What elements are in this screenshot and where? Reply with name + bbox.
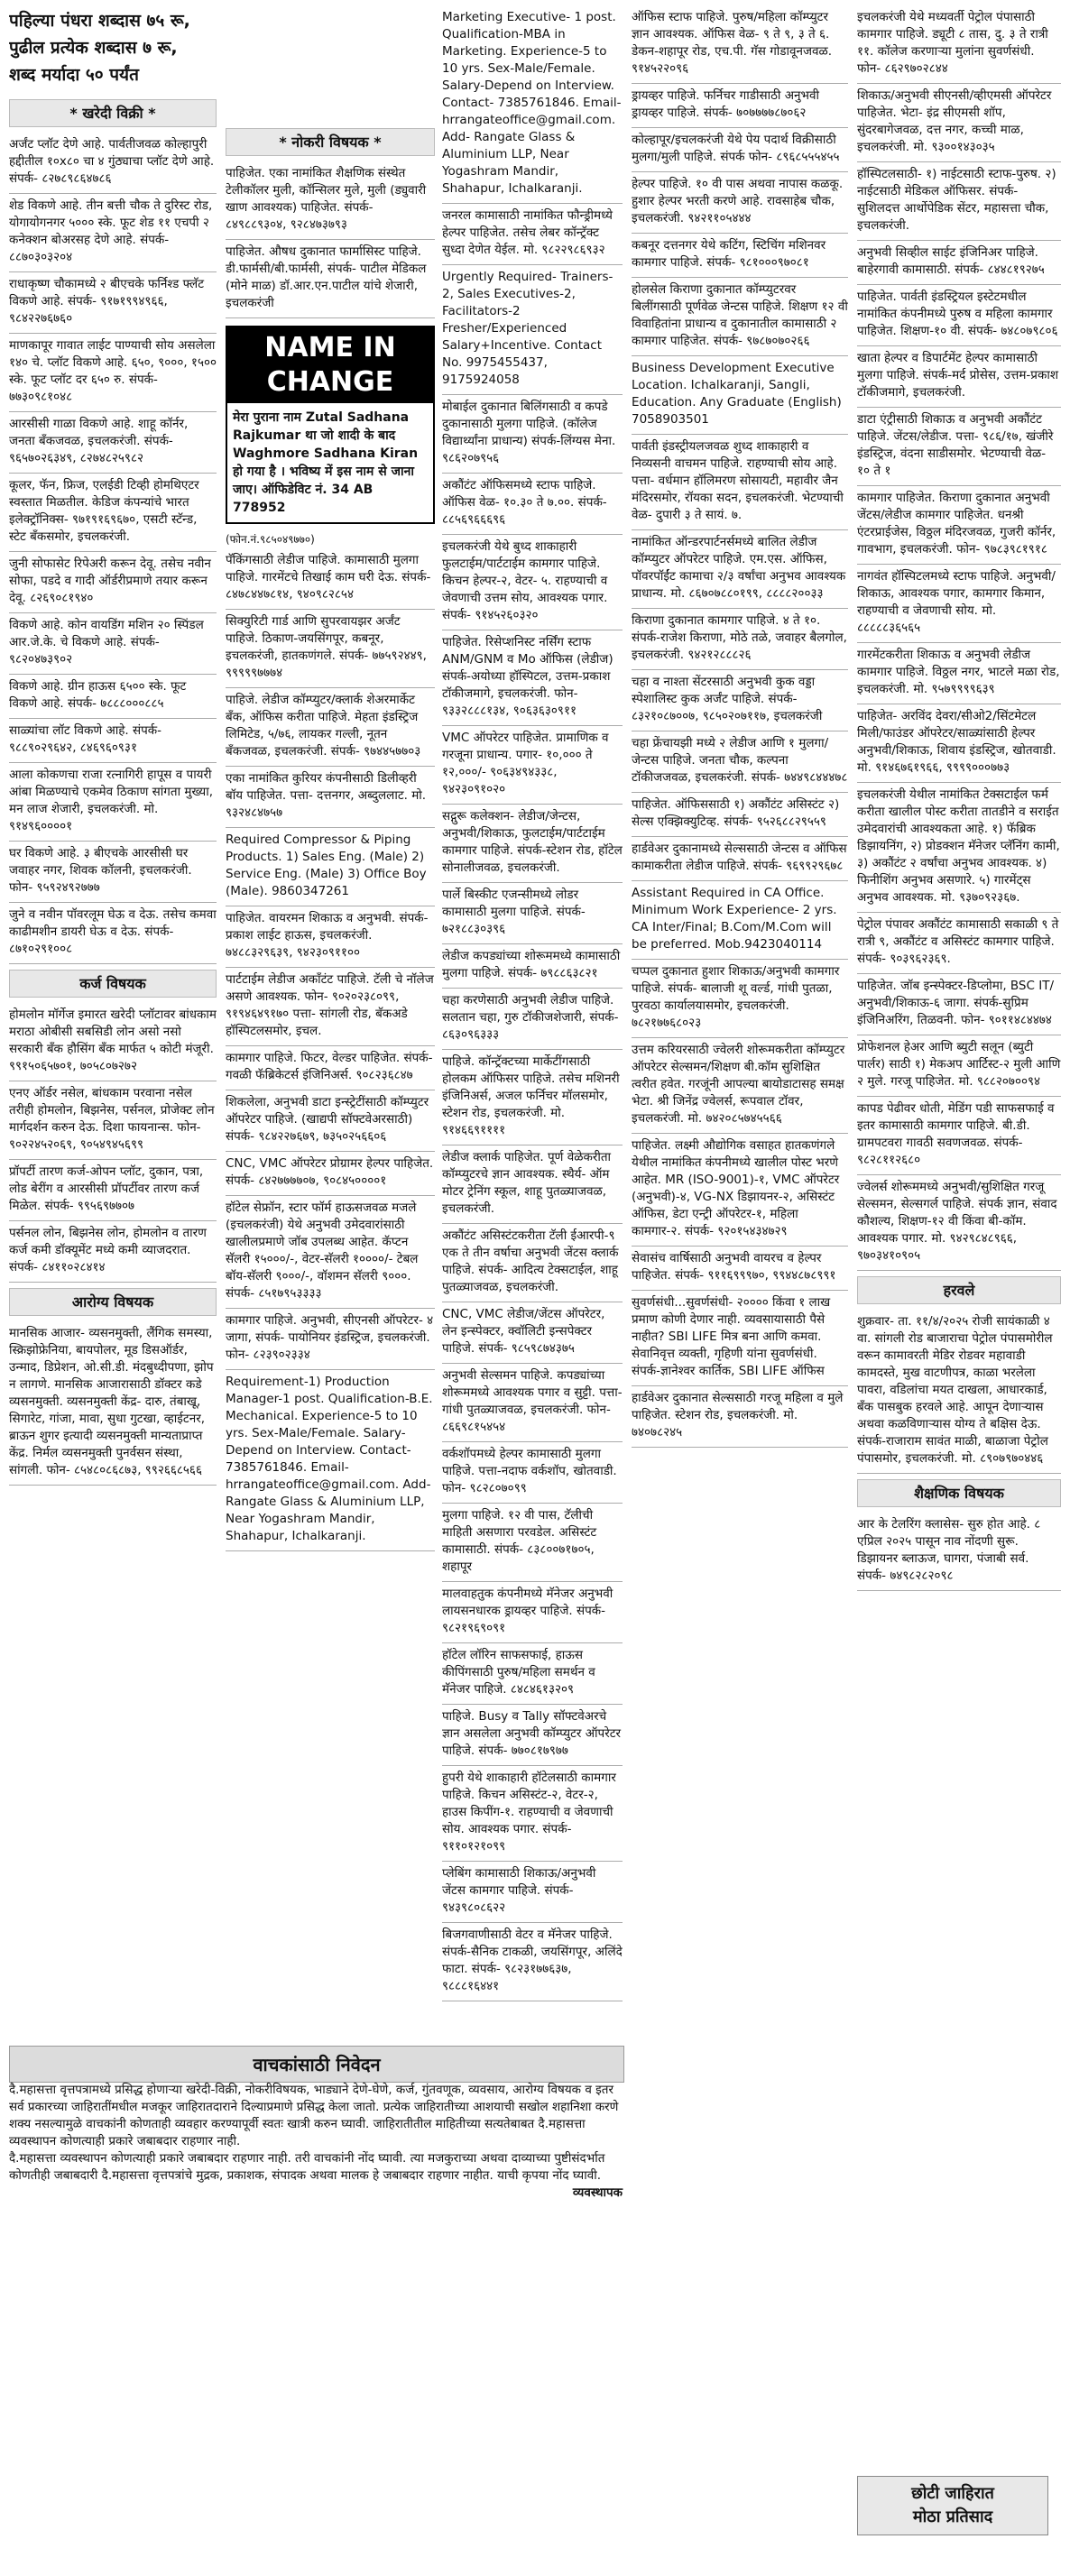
- column-5: [857, 5, 1061, 2468]
- classified-ad: पाहिजेत. रिसेप्शनिस्ट नर्सिंग स्टाफ ANM/GNM व Mo ऑफिस (लेडीज) संपर्क-अयोध्या हॉस्पिटल, उत्तम-प्रकाश टॉकीजमागे, इचलकरंजी. फोन- ९३३२८८८१३४, ९०६३६३०९११: [442, 630, 623, 726]
- classified-ad: चहा करणेसाठी अनुभवी लेडीज पाहिजे. सलतान चहा, गुरु टॉकीजशेजारी, संपर्क- ८६३०९६३३३: [442, 989, 623, 1050]
- classified-ad: शुक्रवार- ता. ११/४/२०२५ रोजी सायंकाळी ४ वा. सांगली रोड बाजाराचा पेट्रोल पंपासमोरील वरून कामावरती मेडिर रोडवर महावाडी कामदस्ते, मुख वाटणीपत्र, काळा भरलेला पावरा, वडिलांचा मयत दाखला, आधारकार्ड, बँक पासबुक हरवले आहे. आपून देणाऱ्यास अथवा कळविणाऱ्यास योग्य ते बक्षिस देऊ. संपर्क-राजाराम सावंत माळी, बाळाजा पेट्रोल पंपासमोर, इचलकरंजी. मो. ८९०७९७०४४६: [857, 1310, 1061, 1474]
- classified-ad: पाहिजेत. लक्ष्मी औद्योगिक वसाहत हातकणंगले येथील नामांकित कंपनीमध्ये खालील पोस्ट भरणे आहेत. MR (ISO-9001)-१, VMC ऑपरेटर (अनुभवी)-४, VG-NX डिझायनर-२, असिस्टंट ऑफिस, डेटा एन्ट्री ऑपरेटर-१, महिला कामगार-२. संपर्क- ९२०१५४३४७२९: [632, 1134, 848, 1247]
- classified-ad: अर्जंट प्लॉट देणे आहे. पार्वतीजवळ कोल्हापुरी हद्दीतील १०x८० चा ४ गुंठ्याचा प्लॉट देणे आहे. संपर्क- ८२७८९८६४७८६: [9, 133, 217, 194]
- classified-ad: इचलकरंजी येथील नामांकित टेक्सटाईल फर्म करीता खालील पोस्ट करीता तातडीने व सराईत उमेदवारांची आवश्यकता आहे. १) फॅब्रिक डिझायनिंग, २) प्रोडक्शन मॅनेजर प्लॅनिंग कामी, ३) अकौंटंट २ वर्षांचा अनुभव आवश्यक. ४) फिनीशिंग अनुभव असणारे. ५) गारमेंट्स अनुभव आवश्यक. मो. ९३७०९२३६७.: [857, 783, 1061, 913]
- classified-ad: पाहिजे. लेडीज कॉम्प्युटर/क्लार्क शेअरमार्केट बँक, ऑफिस करीता पाहिजे. मेहता इंडस्ट्रिज लिमिटेड, ५/७६, लायकर गल्ली, नूतन बँकजवळ, इचलकरंजी. संपर्क- ९७४४५७७०३: [226, 688, 435, 767]
- classified-ad: सुवर्णसंधी...सुवर्णसंधी- २०००० किंवा १ लाख प्रमाण कोणी देणार नाही. व्यवसायासाठी पैसे नाहीत? SBI LIFE मित्र बना आणि कमवा. सेवानिवृत्त व्यक्ती, गृहिणी यांना सुवर्णसंधी. संपर्क-ज्ञानेश्वर कार्तिक, SBI LIFE ऑफिस: [632, 1291, 848, 1386]
- reader-notice-signature: व्यवस्थापक: [572, 2185, 623, 2200]
- loan-ads: [9, 1003, 217, 1283]
- classified-ad: घर विकणे आहे. ३ बीएचके आरसीसी घर जवाहर नगर, शिवक कॉलनी, इचलकरंजी. फोन- ९५९२४९२७७७: [9, 842, 217, 903]
- classified-ad: हार्डवेअर दुकानामध्ये सेल्ससाठी जेन्टस व ऑफिस कामाकरीता लेडीज पाहिजे. संपर्क- ९६९९२९६७८: [632, 837, 848, 881]
- classified-ad: पार्ले बिस्कीट एजन्सीमध्ये लोडर कामासाठी मुलगा पाहिजे. संपर्क- ७२१८८३०३९६: [442, 883, 623, 944]
- tagline-line-2: मोठा प्रतिसाद: [912, 2507, 993, 2526]
- classified-ad: लेडीज क्लार्क पाहिजेत. पूर्ण वेळेकरीता कॉम्प्युटरचे ज्ञान आवश्यक. स्थैर्य- ऑम मोटर ट्रेनिंग स्कूल, शाहू पुतळ्याजवळ, इचलकरंजी.: [442, 1145, 623, 1224]
- classified-ad: जुने व नवीन पॉवरलूम घेऊ व देऊ. तसेच कमवा काढीमशीन डायरी घेऊ व देऊ. संपर्क- ८७१०२९१००८: [9, 903, 217, 964]
- classified-ad: पाहिजेत. ऑफिससाठी १) अकौंटंट असिस्टंट २) सेल्स एक्झिक्युटिव्ह. संपर्क- ९५२६८८२९५५९: [632, 793, 848, 837]
- lost-ads: [857, 1310, 1061, 1474]
- column-5-ads: [857, 5, 1061, 1271]
- column-4: [632, 5, 848, 2567]
- classified-ad: हुपरी येथे शाकाहारी हॉटेलसाठी कामगार पाहिजे. किचन असिस्टंट-२, वेटर-२, हाउस किपींग-१. राहण्याची व जेवणाची सोय. आवश्यक पगार. संपर्क- ९११०१२१०९९: [442, 1766, 623, 1862]
- classified-ad: इचलकरंजी येथे मध्यवर्ती पेट्रोल पंपासाठी कामगार पाहिजे. ड्यूटी ८ तास, दु. ३ ते रात्री ११. कॉलेज करणाऱ्या मुलांना सुवर्णसंधी. फोन- ८६२९७०२८४४: [857, 5, 1061, 84]
- classified-ad: हॉटेल लॉरिन साफसफाई, हाऊस कीपिंगसाठी पुरुष/महिला समर्थन व मॅनेजर पाहिजे. ८४८४६१३२०९: [442, 1643, 623, 1705]
- classified-ad: होलसेल किराणा दुकानात कॉम्प्युटरवर बिलींगसाठी पूर्णवेळ जेन्टस पाहिजे. शिक्षण १२ वी विवाहितांना प्राधान्य व दुकानातील कामासाठी २ कामगार पाहिजेत. संपर्क- ९७८७०७०२६६: [632, 278, 848, 356]
- classified-ad: पाहिजे. कॉन्ट्रॅक्टच्या मार्केटींगसाठी होलकम ऑफिसर पाहिजे. तसेच मशिनरी इंजिनिअर्स, अजल फर्निचर मॉलसमोर, स्टेशन रोड, इचलकरंजी. मो. ९१४६६९११११: [442, 1050, 623, 1145]
- classified-ad: VMC ऑपरेटर पाहिजेत. प्रामाणिक व गरजूना प्राधान्य. पगार- १०,००० ते १२,०००/- ९०६३४९४३३८, ९४२३०९१०२०: [442, 726, 623, 805]
- classified-ad: पार्वती इंडस्ट्रीयलजवळ शुध्द शाकाहारी व निव्यसनी वाचमन पाहिजे. राहण्याची सोय आहे. पत्ता- वर्धमान हॉलिमरण सोसायटी, महावीर जैन मंदिरसमोर, रॉयका सदन, इचलकरंजी. भेटण्याची वेळ- दुपारी ३ ते सायं. ७.: [632, 435, 848, 530]
- classified-ad: प्लेबिंग कामासाठी शिकाऊ/अनुभवी जेंटस कामगार पाहिजे. संपर्क- ९४३९८०८६२२: [442, 1862, 623, 1923]
- tagline-line-1: छोटी जाहिरात: [911, 2484, 994, 2503]
- name-change-title: NAME IN CHANGE: [227, 327, 433, 403]
- classified-ad: पॅकिंगसाठी लेडीज पाहिजे. कामासाठी मुलगा पाहिजे. गारमेंटचे तिखाई काम घरी देऊ. संपर्क- ८४७८४४७८१४, ९४०९८२८५४: [226, 548, 435, 610]
- classified-ad: ज्वेलर्स शोरूममध्ये अनुभवी/सुशिक्षित गरजू सेल्समन, सेल्सगर्ल पाहिजे. संपर्क ज्ञान, संवाद कौशल्य, शिक्षण-१२ वी किंवा बी-कॉम. आवश्यक पगार. मो. ९४२९८४८९६६, ९७०३४१०९०५: [857, 1175, 1061, 1271]
- rate-line-1: पहिल्या पंधरा शब्दास ७५ रू,: [9, 11, 190, 31]
- classified-ad: CNC, VMC लेडीज/जेंटस ऑपरेटर, लेन इन्स्पेक्टर, क्वॉलिटी इन्सपेक्टर पाहिजे. संपर्क- ९८५९८७४३७५: [442, 1302, 623, 1364]
- classified-ad: आला कोकणचा राजा रत्नागिरी हापूस व पायरी आंबा मिळण्याचे एकमेव ठिकाण सांगता मुख्या, मन लाज शेजारी, इचलकरंजी. मो. ९१४९६००००१: [9, 763, 217, 842]
- classified-ad: चहा व नाश्ता सेंटरसाठी अनुभवी कुक वड्डा स्पेशालिस्ट कुक अर्जंट पाहिजे. संपर्क- ८३२१०८७००७, ९८५०२०७११७, इचलकरंजी: [632, 670, 848, 731]
- classified-ad: गारमेंटकरीता शिकाऊ व अनुभवी लेडीज कामगार पाहिजे. विठ्ठल नगर, भाटले मळा रोड, इचलकरंजी. मो. ९५७९९९९६३९: [857, 643, 1061, 704]
- reader-notice-title: वाचकांसाठी निवेदन: [9, 2046, 624, 2083]
- classified-ad: हेल्पर पाहिजे. १० वी पास अथवा नापास कळकू. हुशार हेल्पर भरती करणे आहे. रावसाहेब चौक, इचलकरंजी. ९४२११०५४४४: [632, 172, 848, 234]
- tagline-box: [857, 2476, 1048, 2535]
- classified-ad: पाहिजेत. वायरमन शिकाऊ व अनुभवी. संपर्क- प्रकाश लाईट हाऊस, इचलकरंजी. ७४८८३२९६३९, ९४२३०९११००: [226, 906, 435, 968]
- job-ads-more: [226, 548, 435, 1551]
- classified-ad: डाटा एंट्रीसाठी शिकाऊ व अनुभवी अकौंटंट पाहिजे. जेंटस/लेडीज. पत्ता- ९८६/१७, खंजीरे इंडस्ट्रिज, वंदना साडीसमोर. भेटण्याची वेळ- १० ते १: [857, 408, 1061, 486]
- column-2: [226, 123, 435, 2035]
- classified-ad: शिकाऊ/अनुभवी सीएनसी/व्हीएमसी ऑपरेटर पाहिजेत. भेटा- इंद्र सीएमसी शॉप, सुंदरबागेजवळ, दत्त नगर, कच्ची माळ, इचलकरंजी. मो. ९३००१४३०३५: [857, 84, 1061, 162]
- column-4-ads: [632, 5, 848, 1448]
- rate-line-3: शब्द मर्यादा ५० पर्यंत: [9, 65, 139, 85]
- classified-ad: हॉटेल सेफ्रॉन, स्टार फॉर्म हाऊसजवळ मजले (इचलकरंजी) येथे अनुभवी उमेदवारांसाठी खालीलप्रमाणे जॉब उपलब्ध आहेत. कॅप्टन सॅलरी १५०००/-, वेटर-सॅलरी १००००/- टेबल बॉय-सॅलरी ९०००/-, वॉशमन सॅलरी ९०००. संपर्क- ८५१७९५३३३३: [226, 1196, 435, 1309]
- classified-ad: पाहिजेत- अरविंद देवरा/सीओ2/सिंटमेटल मिली/फाउंडर ऑपरेटर/साळ्यांसाठी हेल्पर अनुभवी/शिकाऊ, शिवाय इंडस्ट्रिज, खोतवाडी. मो. ९१४६७६१९६६, ९९९९०००७७३: [857, 704, 1061, 783]
- sale-ads: [9, 133, 217, 964]
- classified-ad: खाता हेल्पर व डिपार्टमेंट हेल्पर कामासाठी मुलगा पाहिजे. संपर्क-मर्द प्रोसेस, उत्तम-प्रकाश टॉकीजमागे, इचलकरंजी.: [857, 346, 1061, 408]
- section-lost: हरवले: [857, 1276, 1061, 1304]
- classified-ad: जनरल कामासाठी नामांकित फौन्ड्रीमध्ये हेल्पर पाहिजेत. तसेच लेबर कॉन्ट्रॅक्ट सुध्दा देणेत येईल. मो. ९८२२९८६९३२: [442, 204, 623, 265]
- classified-ad: मानसिक आजार- व्यसनमुक्ती, लैंगिक समस्या, स्क्रिझोफ्रेनिया, बायपोलर, मूड डिसऑर्डर, उन्माद, डिप्रेशन, ओ.सी.डी. मंदबुध्दीपणा, झोप न लागणे. मानसिक आजारासाठी डॉक्टर कडे व्यसनमुक्ती. व्यसनमुक्ती केंद्र- दारु, तंबाखू, सिगारेट, गांजा, मावा, सुधा गुटखा, व्हाईटनर, ब्राऊन शुगर इत्यादी व्यसनमुक्ती मान्यताप्राप्त केंद्र. निर्मल व्यसनमुक्ती पुनर्वसन संस्था, सांगली. फोन- ८५४८०८६८७३, ९९२६६८५६६: [9, 1321, 217, 1486]
- classified-ad: पाहिजेत. पार्वती इंडस्ट्रियल इस्टेटमधील नामांकित कंपनीमध्ये पुरुष व महिला कामगार पाहिजेत. शिक्षण-१० वी. संपर्क- ७४८०७९८०६: [857, 285, 1061, 346]
- classified-ad: नागवंत हॉस्पिटलमध्ये स्टाफ पाहिजे. अनुभवी/शिकाऊ, आवश्यक पगार, कामगार किमान, राहण्याची व जेवणाची सोय. मो. ८८८८८३६५६५: [857, 565, 1061, 643]
- classified-ad: अनुभवी सेल्समन पाहिजे. कपड्यांच्या शोरूममध्ये आवश्यक पगार व सुट्टी. पत्ता-गांधी पुतळ्याजवळ, इचलकरंजी. फोन- ८६६९८१५४५४: [442, 1364, 623, 1442]
- section-health: आरोग्य विषयक: [9, 1288, 217, 1316]
- column-1: [9, 5, 217, 2035]
- classified-ad: पेट्रोल पंपावर अकौंटंट कामासाठी सकाळी ९ ते रात्री ९, अकौंटंट व असिस्टंट कामगार पाहिजे. संपर्क- ९०३९६२३६९.: [857, 913, 1061, 974]
- classified-ad: आर के टेलरिंग क्लासेस- सुरु होत आहे. ८ एप्रिल २०२५ पासून नाव नोंदणी सुरू. डिझायनर ब्लाऊज, घागरा, पंजाबी सर्व. संपर्क- ७४९८२८२०९८: [857, 1513, 1061, 1591]
- classified-ad: Required Compressor & Piping Products. 1) Sales Eng. (Male) 2) Service Eng. (Male) 3) Office Boy (Male). 9860347261: [226, 828, 435, 906]
- classified-ad: आरसीसी गाळा विकणे आहे. शाहू कॉर्नर, जनता बँकजवळ, इचलकरंजी. संपर्क- ९६५७०२६३४९, ८२७४८२५९८२: [9, 412, 217, 474]
- classified-ad: ऑफिस स्टाफ पाहिजे. पुरुष/महिला कॉम्प्युटर ज्ञान आवश्यक. ऑफिस वेळ- ९ ते ९, ३ ते ६. डेकन-शहापूर रोड, एच.पी. गॅस गोडावूनजवळ. ९१४५२२०९६: [632, 5, 848, 84]
- classified-ad: माणकापूर गावात लाईट पाण्याची सोय असलेला १४० चे. प्लॉट विकणे आहे. ६५०, ९०००, १५०० स्के. फूट प्लॉट दर ६५० रु. संपर्क- ७७३०९८१०४८: [9, 334, 217, 412]
- classified-ad: उत्तम करियरसाठी ज्वेलरी शोरूमकरीता कॉम्प्युटर ऑपरेटर सेल्समन/शिक्षण बी.कॉम सुशिक्षित त्वरीत हवेत. गरजूंनी आपल्या बायोडाटासह समक्ष भेटा. श्री जिनेंद्र ज्वेलर्स, रूपवाल टॉवर, इचलकरंजी. मो. ७४२०८५७४५५६६: [632, 1038, 848, 1134]
- classified-ad: हॉस्पिटलसाठी- १) नाईटसाठी स्टाफ-पुरुष. २) नाईटसाठी मेडिकल ऑफिसर. संपर्क- सुशिलदत्त आर्थोपेडिक सेंटर, महासत्ता चौक, इचलकरंजी.: [857, 162, 1061, 241]
- classified-ad: पाहिजेत. जॉब इन्स्पेक्टर-डिप्लोमा, BSC IT/ अनुभवी/शिकाऊ-६ जागा. संपर्क-सुप्रिम इंजिनिअरिंग, तिळवनी. फोन- ९०११४८४४७४: [857, 974, 1061, 1035]
- classified-ad: सद्गुरू कलेक्शन- लेडीज/जेन्टस, अनुभवी/शिकाऊ, फुलटाईम/पार्टटाईम कामगार पाहिजे. संपर्क-स्टेशन रोड, हॉटेल सोनालीजवळ, इचलकरंजी.: [442, 805, 623, 883]
- classified-ad: नामांकित ऑन्डरपार्टनर्समध्ये बालित लेडीज कॉम्प्युटर ऑपरेटर पाहिजे. एम.एस. ऑफिस, पॉवरपॉईंट कामाचा २/३ वर्षांचा अनुभव आवश्यक प्राधान्य. मो. ८६७०७८८०१९९, ८८८८२००३३: [632, 530, 848, 609]
- classified-ad: पर्सनल लोन, बिझनेस लोन, होमलोन व तारण कर्ज कमी डॉक्यूमेंट मध्ये कमी व्याजदरात. संपर्क- ८४११०२८४१४: [9, 1221, 217, 1283]
- classified-ad: कामगार पाहिजेत. किराणा दुकानात अनुभवी जेंटस/लेडीज कामगार पाहिजेत. धनश्री एंटरप्राईजेस, विठ्ठल मंदिरजवळ, गुजरी कॉर्नर, गावभाग, इचलकरंजी. फोन- ९७८३९८१९१८: [857, 486, 1061, 565]
- column-3: [442, 5, 623, 2035]
- classified-ad: चहा फ्रेंचायझी मध्ये २ लेडीज आणि १ मुलगा/जेन्टस पाहिजे. जनता चौक, कल्पना टॉकीजजवळ, इचलकरंजी. संपर्क- ७४४९८४४४७८: [632, 731, 848, 793]
- classified-ad: पार्टटाईम लेडीज अकॉंटंट पाहिजे. टॅली चे नॉलेज असणे आवश्यक. फोन- ९०२०२३८०९९, ९१९४६४९१७० पत्ता- सांगली रोड, बॅकअडे हॉस्पिटलसमोर, इचल.: [226, 968, 435, 1046]
- classified-ad: कापड पेढीवर धोती, मेडिंग पडी साफसफाई व इतर कामासाठी कामगार पाहिजे. बी.डी. ग्रामपटवरा गावठी सवणजवळ. संपर्क- ९८२८११२६८०: [857, 1097, 1061, 1175]
- classified-ad: सेवासंच वार्षिसाठी अनुभवी वायरच व हेल्पर पाहिजेत. संपर्क- ९११६९९९७०, ९९४४८७८९९१: [632, 1247, 848, 1291]
- rate-header: [9, 5, 217, 94]
- classified-ad: कोल्हापूर/इचलकरंजी येथे पेय पदार्थ विक्रीसाठी मुलगा/मुली पाहिजे. संपर्क फोन- ८९६८५५५४५५: [632, 128, 848, 172]
- reader-notice-para-1: दै.महासत्ता वृत्तपत्रामध्ये प्रसिद्ध होणाऱ्या खरेदी-विक्री, नोकरीविषयक, भाड्याने देणे-घेणे, कर्ज, गुंतवणूक, व्यवसाय, आरोग्य विषयक व इतर सर्व प्रकारच्या जाहिरातींमधील मजकूर जाहिरातदाराने दिल्याप्रमाणे प्रसिद्ध केला जातो. प्रत्येक जाहिरातीच्या आशयाची सखोल शहानिशा करणे शक्य नसल्यामुळे वाचकांनी कोणताही व्यवहार करण्यापूर्वी स्वतः खात्री करुन घ्यावी. जाहिरातीतील माहितीच्या सत्यतेबाबत दै.महासत्ता व्यवस्थापन कोणत्याही प्रकारे जबाबदार राहणार नाही.: [9, 2083, 619, 2148]
- name-change-phone: (फोन.नं.९८५०४९७७०): [226, 533, 315, 546]
- classified-ad: मुलगा पाहिजे. १२ वी पास, टॅलीची माहिती असणारा परवडेल. असिस्टंट कामासाठी. संपर्क- ८३८००७१७०५, शहापूर: [442, 1504, 623, 1582]
- classified-ad: मालवाहतुक कंपनीमध्ये मॅनेजर अनुभवी लायसनधारक ड्रायव्हर पाहिजे. संपर्क- ९८२१९६९०९१: [442, 1582, 623, 1643]
- rate-line-2: पुढील प्रत्येक शब्दास ७ रू,: [9, 38, 178, 58]
- classified-ad: ड्रायव्हर पाहिजे. फर्निचर गाडीसाठी अनुभवी ड्रायव्हर पाहिजे. संपर्क- ७०७७७७८७०६२: [632, 84, 848, 128]
- classified-ad: वर्कशॉपमध्ये हेल्पर कामासाठी मुलगा पाहिजे. पत्ता-नदाफ वर्कशॉप, खोतवाडी. फोन- ९८२८०७०९९: [442, 1442, 623, 1504]
- classified-ad: होमलोन मॉर्गेज इमारत खरेदी प्लॉटावर बांधकाम मराठा ओबीसी सबसिडी लोन असो नसो सरकारी बँक हौसिंग बँक मार्फत ५ कोटी मंजूरी. ९९१५०६५७०१, ७०५८०७२७२: [9, 1003, 217, 1081]
- name-change-notice: [226, 326, 435, 524]
- classified-ad: हार्डवेअर दुकानात सेल्ससाठी गरजू महिला व मुले पाहिजेत. स्टेशन रोड, इचलकरंजी. मो. ७४०७८२४५: [632, 1386, 848, 1448]
- name-change-body: मेरा पुराना नाम Zutal Sadhana Rajkumar था जो शादी के बाद Waghmore Sadhana Kiran हो गया है । भविष्य में इस नाम से जाना जाए। ऑफिडेविट नं. 34 AB 778952: [233, 410, 419, 515]
- classified-ad: पाहिजे. Busy व Tally सॉफ्टवेअरचे ज्ञान असलेला अनुभवी कॉम्प्युटर ऑपरेटर पाहिजे. संपर्क- ७७०८१७९७७: [442, 1705, 623, 1766]
- classified-ad: Marketing Executive- 1 post. Qualification-MBA in Marketing. Experience-5 to 10 yrs. Sex-Male/Female. Salary-Depend on Interview. Contact- 7385761846. Email-hrrangateoffice@gmail.com. Add- Rangate Glass & Aluminium LLP, Near Yogashram Mandir, Shahapur, Ichalkaranji.: [442, 5, 623, 204]
- section-sale: * खरेदी विक्री *: [9, 99, 217, 127]
- classified-ad: सिक्युरिटी गार्ड आणि सुपरवायझर अर्जंट पाहिजे. ठिकाण-जयसिंगपूर, कबनूर, इचलकरंजी, हातकणंगले. संपर्क- ७७५९२४४९, ९९९९९७७७४: [226, 610, 435, 688]
- section-jobs: * नोकरी विषयक *: [226, 128, 435, 156]
- classified-ad: कामगार पाहिजे. अनुभवी, सीएनसी ऑपरेटर- ४ जागा, संपर्क- पायोनियर इंडस्ट्रिज, इचलकरंजी. फोन- ८२३९०२३३४: [226, 1309, 435, 1370]
- classified-ad: अनुभवी सिव्हील साईट इंजिनिअर पाहिजे. बाहेरगावी कामासाठी. संपर्क- ८४४८१९२७५: [857, 241, 1061, 285]
- section-education: शैक्षणिक विषयक: [857, 1479, 1061, 1507]
- classified-ad: चप्पल दुकानात हुशार शिकाऊ/अनुभवी कामगार पाहिजे. संपर्क- बालाजी शू वर्ल्ड, गांधी पुतळा, पुरवठा कार्यालयासमोर, इचलकरंजी. ७८२१७७६८०२३: [632, 960, 848, 1038]
- classified-ad: शेड विकणे आहे. तीन बत्ती चौक ते दुरिस्ट रोड, योगायोगनगर ५००० स्के. फूट शेड ११ एचपी २ कनेक्शन बोअरसह देणे आहे. संपर्क- ८८७०३०३२०४: [9, 194, 217, 272]
- classified-ad: CNC, VMC ऑपरेटर प्रोग्रामर हेल्पर पाहिजेत. संपर्क- ८४२७७७७०७, ९०८४५००००१: [226, 1152, 435, 1196]
- classified-ad: एनए ऑर्डर नसेल, बांधकाम परवाना नसेल तरीही होमलोन, बिझनेस, पर्सनल, प्रोजेक्ट लोन मार्गदर्शन करुन देऊ. दिशा फायनान्स. फोन- ९०२२४५२०६९, ९०५४९४५६९९: [9, 1081, 217, 1160]
- classified-ad: पाहिजेत. औषध दुकानात फार्मासिस्ट पाहिजे. डी.फार्मसी/बी.फार्मसी, संपर्क- पाटील मेडिकल (मोने माळ) डॉ.आर.एन.पाटील यांचे शेजारी, इचलकरंजी: [226, 240, 435, 318]
- classified-ad: प्रॉपर्टी तारण कर्ज-ओपन प्लॉट, दुकान, पत्रा, लोड बेरींग व आरसीसी प्रॉपर्टीवर तारण कर्ज मिळेल. संपर्क- ९९५६९७७०७: [9, 1160, 217, 1221]
- classified-ad: विकणे आहे. ग्रीन हाऊस ६५०० स्के. फूट विकणे आहे. संपर्क- ७८८८०००८८५: [9, 675, 217, 719]
- classified-ad: बिजगवाणीसाठी वेटर व मॅनेजर पाहिजे. संपर्क-सैनिक टाकळी, जयसिंगपूर, अलिंदे फाटा. संपर्क- ९८२३१७७६३७, ९८८८१६४४१: [442, 1923, 623, 2001]
- classified-ad: कूलर, फॅन, फ्रिज, एलईडी टिव्ही होमथिएटर स्वस्तात मिळतील. केडिज कंपन्यांचे भारत इलेक्ट्रॉनिक्स- ९७१९१६९६७०, एसटी स्टॅन्ड, स्टेट बँकसमोर, इचलकरंजी.: [9, 474, 217, 552]
- classified-ad: राधाकृष्ण चौकामध्ये २ बीएचके फर्निश्ड फ्लॅट विकणे आहे. संपर्क- ९१७१९९४९६६, ९८४२२७६७६०: [9, 272, 217, 334]
- classified-ad: अकौंटंट असिस्टंटकरीता टॅली ईआरपी-९ एक ते तीन वर्षाचा अनुभवी जेंटस क्लार्क पाहिजे. संपर्क- आदित्य टेक्सटाईल, शाहू पुतळ्याजवळ, इचलकरंजी.: [442, 1224, 623, 1302]
- classified-ad: जुनी सोफासेट रिपेअरी करून देवू. तसेच नवीन सोफा, पडदे व गादी ऑर्डरीप्रमाणे तयार करून देवू. ८२६९०८१९४०: [9, 552, 217, 613]
- classified-ad: पाहिजेत. एका नामांकित शैक्षणिक संस्थेत टेलीकॉलर मुली, कॉन्सिलर मुले, मुली (ड्युवारी खाण आवश्यक) पाहिजेत. संपर्क- ८४९८८९३०४, ९२८४७३७९३: [226, 161, 435, 240]
- classified-ad: विकणे आहे. कोन वायडिंग मशिन २० स्पिंडल आर.जे.के. चे विकणे आहे. संपर्क- ९८२०४७३९०२: [9, 613, 217, 675]
- job-ads: [226, 161, 435, 318]
- classified-ad: Business Development Executive Location. Ichalkaranji, Sangli, Education. Any Graduate (English) 7058903501: [632, 356, 848, 435]
- classified-ad: शिकलेला, अनुभवी डाटा इन्स्ट्रेटींसाठी कॉम्प्युटर ऑपरेटर पाहिजे. (खाद्यपी सॉफ्टवेअरसाठी) संपर्क- ९८४२२७६७९, ७३५०२५६६०६: [226, 1090, 435, 1152]
- classified-ad: किराणा दुकानात कामगार पाहिजे. ४ ते १०. संपर्क-राजेश किराणा, मोठे तळे, जवाहर बैलगोल, इचलकरंजी. ९४२१२८८८२६: [632, 609, 848, 670]
- classified-ad: कामगार पाहिजे. फिटर, वेल्डर पाहिजेत. संपर्क-गवळी फॅब्रिकेटर्स इंजिनिअर्स. ९०८२३६८४७: [226, 1046, 435, 1090]
- health-ads: [9, 1321, 217, 1486]
- column-3-ads: [442, 5, 623, 2001]
- classified-ad: Urgently Required- Trainers-2, Sales Executives-2, Facilitators-2 Fresher/Experienced Salary+Incentive. Contact No. 9975455437, 9175924058: [442, 265, 623, 395]
- classified-ad: अकौंटंट ऑफिसमध्ये स्टाफ पाहिजे. ऑफिस वेळ- १०.३० ते ७.००. संपर्क- ८८५६९६६६९६: [442, 474, 623, 535]
- classified-ad: Requirement-1) Production Manager-1 post. Qualification-B.E. Mechanical. Experience-5 to 10 yrs. Sex-Male/Female. Salary-Depend on Interview. Contact- 7385761846. Email-hrrangateoffice@gmail.com. Add- Rangate Glass & Aluminium LLP, Near Yogashram Mandir, Shahapur, Ichalkaranji.: [226, 1370, 435, 1551]
- classified-ad: मोबाईल दुकानात बिलिंगसाठी व कपडे दुकानासाठी मुलगा पाहिजे. (कॉलेज विद्यार्थ्यांना प्राधान्य) संपर्क-लिंग्यस मेना. ९८६२०७९५६: [442, 395, 623, 474]
- classified-ad: लेडीज कपड्यांच्या शोरूममध्ये कामासाठी मुलगा पाहिजे. संपर्क- ७९८८६३८२१: [442, 944, 623, 989]
- classified-ad: एका नामांकित कुरियर कंपनीसाठी डिलीव्हरी बॉय पाहिजेत. पत्ता- दत्तनगर, अब्दुललाट. मो. ९३२४८४७५७: [226, 767, 435, 828]
- classified-ad: Assistant Required in CA Office. Minimum Work Experience- 2 yrs. CA Inter/Final; B.Com/M.Com will be preferred. Mob.9423040114: [632, 881, 848, 960]
- education-ads: [857, 1513, 1061, 1591]
- reader-notice-body: [9, 2082, 623, 2202]
- classified-ad: इचलकरंजी येथे बुध्द शाकाहारी फुलटाईम/पार्टटाईम कामगार पाहिजे. किचन हेल्पर-२, वेटर- ५. राहण्याची व जेवणाची उत्तम सोय, आवश्यक पगार. संपर्क- ९१४५२६०३२०: [442, 535, 623, 630]
- classified-ad: प्रोफेशनल हेअर आणि ब्युटी सलून (ब्युटी पार्लर) साठी १) मेकअप आर्टिस्ट-२ मुली आणि २ मुले. गरजू पाहिजेत. मो. ९८८२०७००९४: [857, 1035, 1061, 1097]
- section-loan: कर्ज विषयक: [9, 970, 217, 998]
- reader-notice-para-2: दै.महासत्ता व्यवस्थापन कोणत्याही प्रकारे जबाबदार राहणार नाही. तरी वाचकांनी नोंद घ्यावी. त्या मजकुराच्या अथवा दाव्याच्या पुष्टीसंदर्भात कोणतीही जबाबदारी दै.महासत्ता वृत्तपत्रांचे मुद्रक, प्रकाशक, संपादक अथवा मालक हे जबाबदार राहणार नाहीत. याची कृपया नोंद घ्यावी.: [9, 2151, 605, 2183]
- classified-ad: साळ्यांचा लॉट विकणे आहे. संपर्क- ९८८९०२९६४२, ८४६९६०९३१: [9, 719, 217, 763]
- classified-ad: कबनूर दत्तनगर येथे कटिंग, स्टिचिंग मशिनवर कामगार पाहिजे. संपर्क- ९८१०००९७०८१: [632, 234, 848, 278]
